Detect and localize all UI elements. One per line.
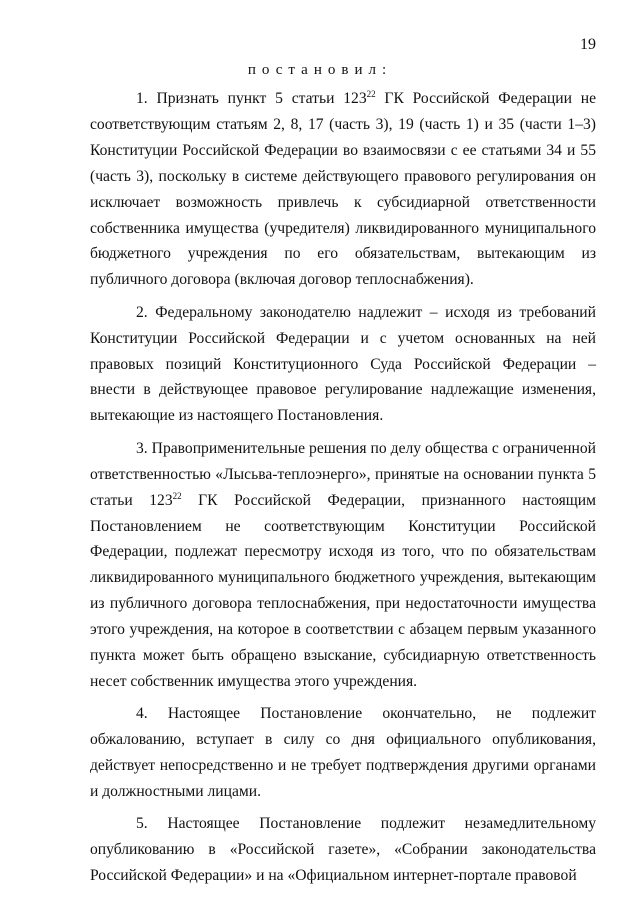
- paragraph-text: 1. Признать пункт 5 статьи 123: [136, 90, 367, 107]
- page-number: 19: [580, 36, 596, 53]
- document-body: [90, 86, 596, 896]
- paragraph-4: [90, 701, 596, 805]
- paragraph-text: ГК Российской Федерации не соответствующим статьям 2, 8, 17 (часть 3), 19 (часть 1) и 35 (части 1–3) Конституции Российской Федерации во взаимосвязи с ее статьями 34 и 55 (часть 3), поскольку в системе действующего правового регулирования он исключает возможность привлечь к субсидиарной ответственности собственника имущества (учредителя) ликвидированного муниципального бюджетного учреждения по его обязательствам, вытекающим из публичного договора (включая договор теплоснабжения).: [90, 90, 596, 289]
- paragraph-1: [90, 86, 596, 293]
- paragraph-2: [90, 300, 596, 430]
- paragraph-text: ГК Российской Федерации, признанного настоящим Постановлением не соответствующим Конституции Российской Федерации, подлежат пересмотру исходя из того, что по обязательствам ликвидированного муниципального бюджетного учреждения, вытекающим из публичного договора теплоснабжения, при недостаточности имущества этого учреждения, на которое в соответствии с абзацем первым указанного пункта может быть обращено взыскание, субсидиарную ответственность несет собственник имущества этого учреждения.: [90, 491, 596, 690]
- paragraph-text: 5. Настоящее Постановление подлежит незамедлительному опубликованию в «Российской газете», «Собрании законодательства Российской Федерации» и на «Официальном интернет-портале правовой: [90, 815, 596, 885]
- resolution-heading: постановил:: [247, 62, 393, 78]
- superscript: 22: [366, 88, 376, 99]
- paragraph-5: [90, 811, 596, 889]
- paragraph-text: 2. Федеральному законодателю надлежит – исходя из требований Конституции Российской Федерации и с учетом основанных на ней правовых позиций Конституционного Суда Российской Федерации – внести в действующее правовое регулирование надлежащие изменения, вытекающие из настоящего Постановления.: [90, 303, 596, 425]
- paragraph-text: 4. Настоящее Постановление окончательно, не подлежит обжалованию, вступает в силу со дня официального опубликования, действует непосредственно и не требует подтверждения другими органами и должностными лицами.: [90, 705, 596, 801]
- paragraph-3: [90, 436, 596, 695]
- superscript: 22: [172, 490, 182, 501]
- paragraph-text: 3. Правоприменительные решения по делу общества с ограниченной ответственностью «Лысьва-теплоэнерго», принятые на основании пункта 5 статьи 123: [90, 439, 596, 509]
